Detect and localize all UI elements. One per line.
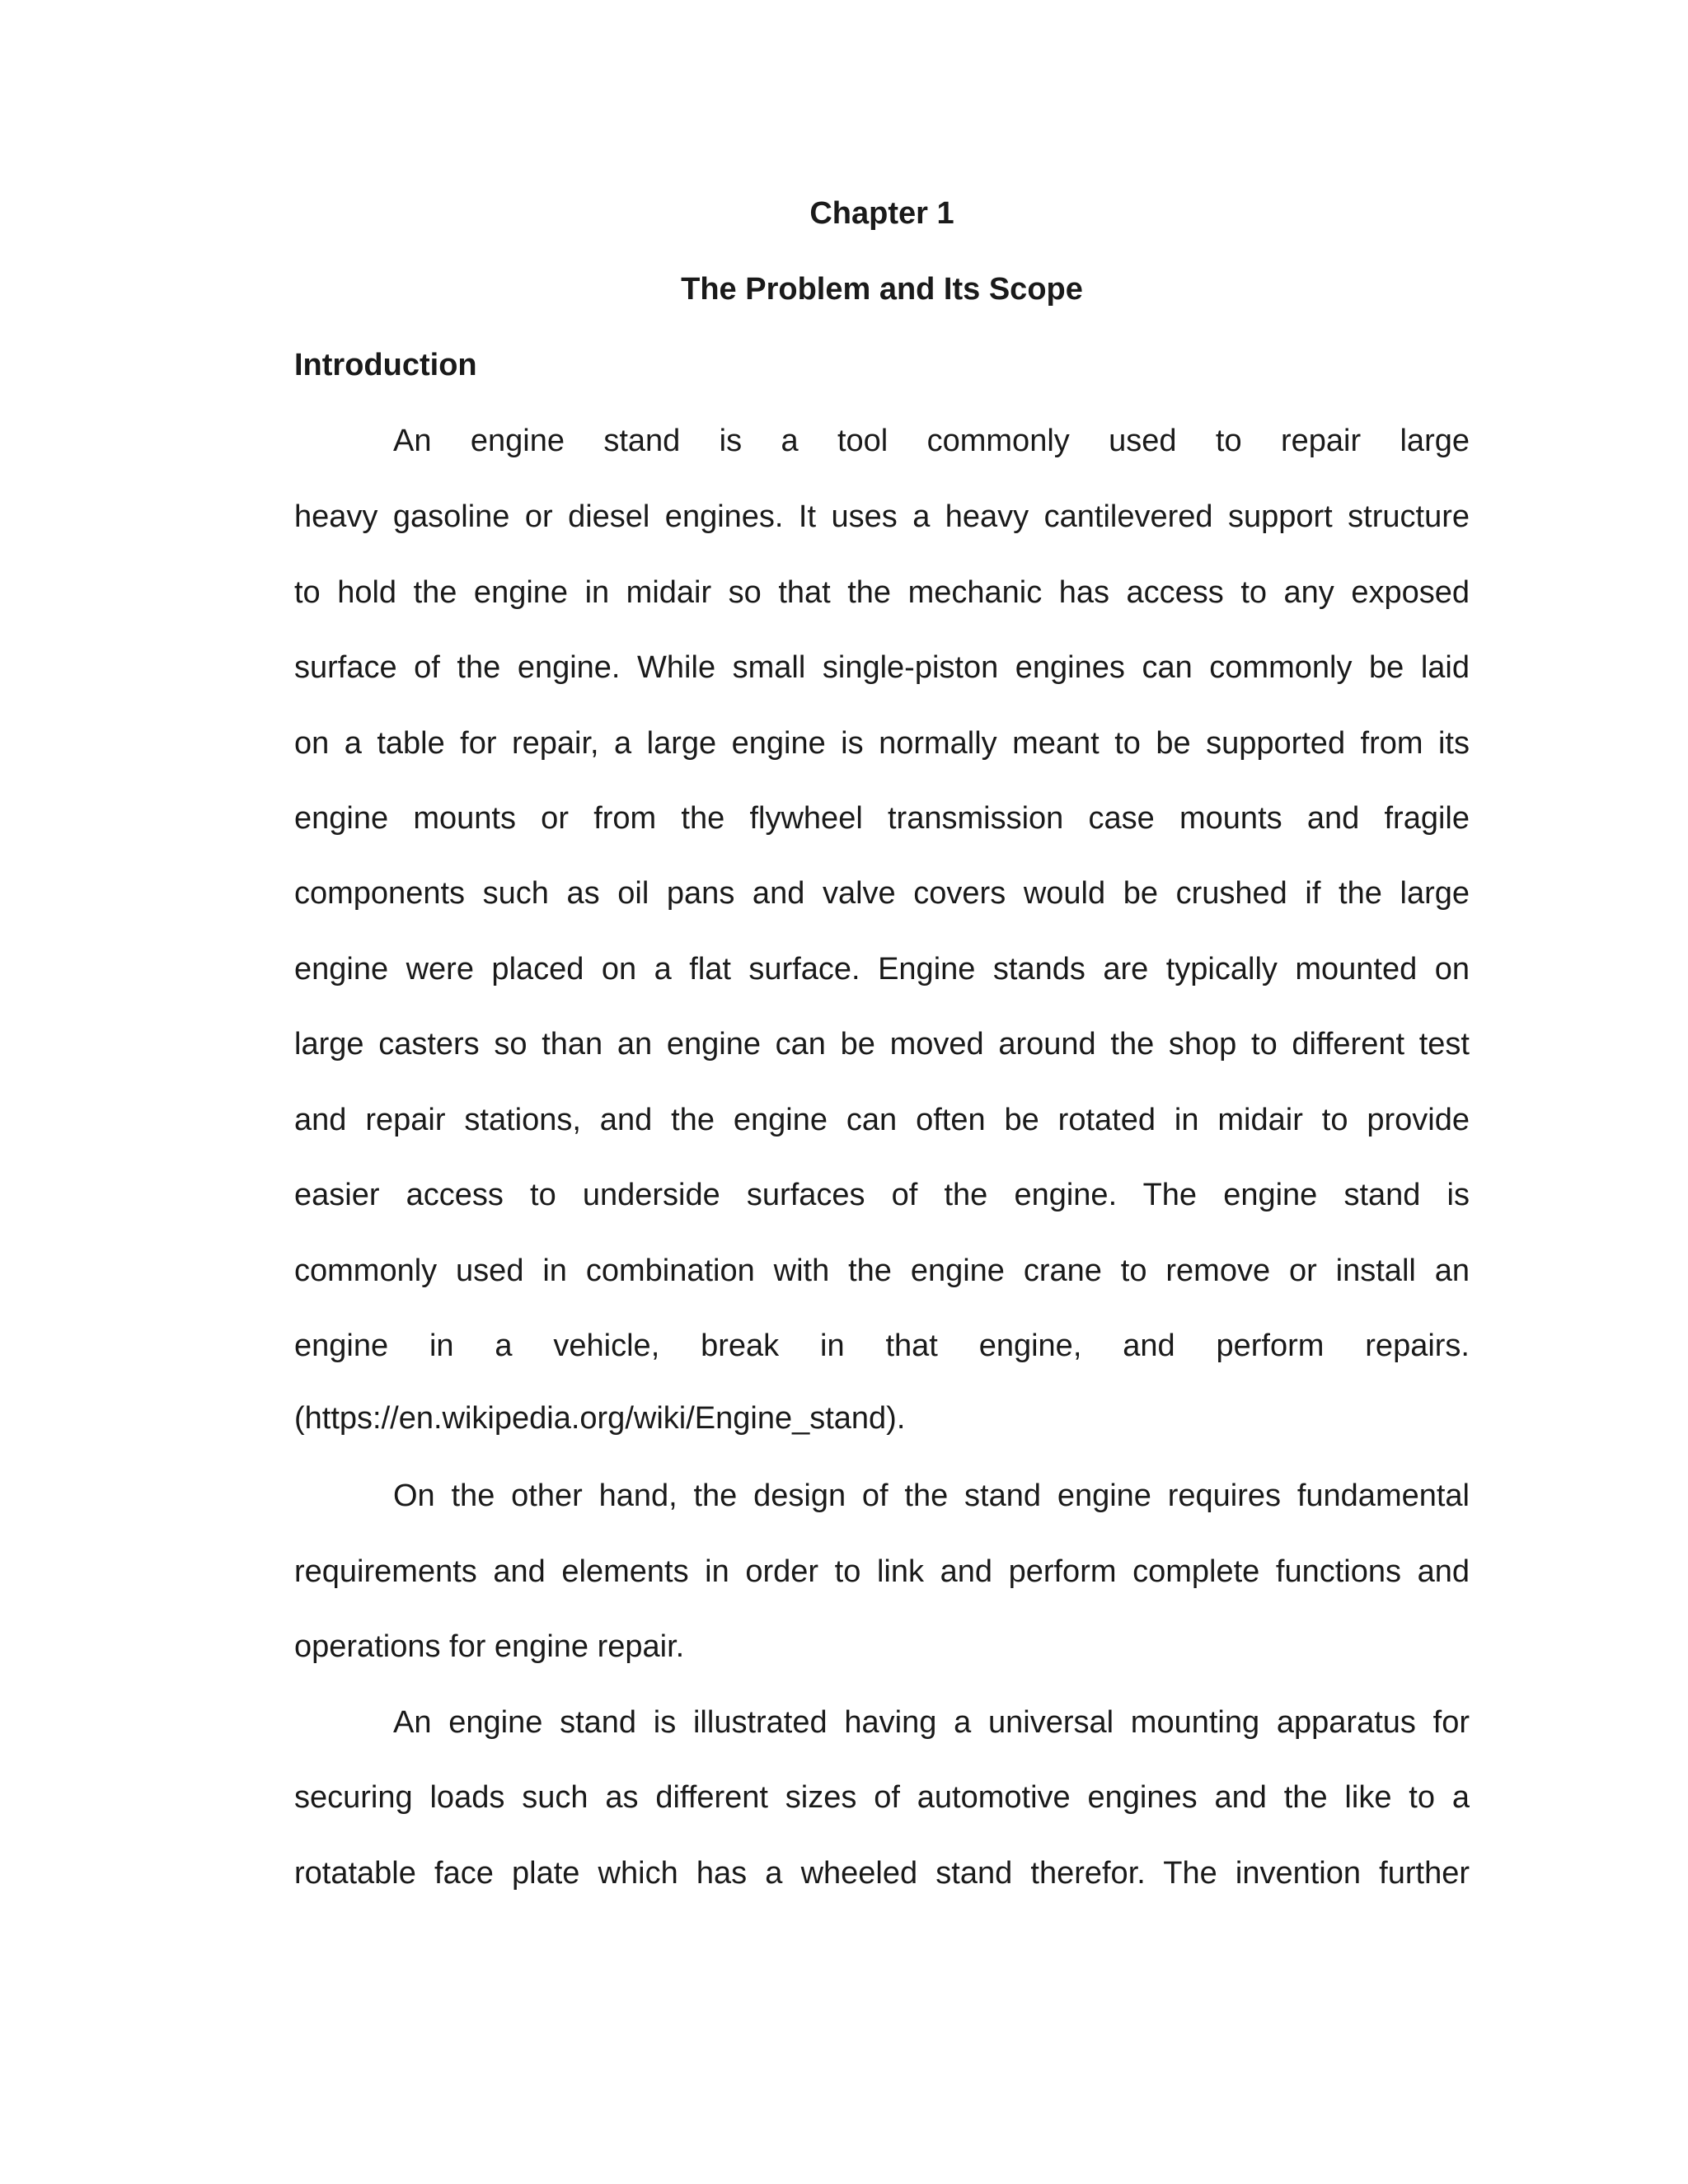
paragraph-1-line-14: (https://en.wikipedia.org/wiki/Engine_stand). xyxy=(294,1401,906,1436)
paragraph-1-line-10: and repair stations, and the engine can often be rotated in midair to provide xyxy=(294,1103,1470,1137)
paragraph-2-line-2: requirements and elements in order to link and perform complete functions and xyxy=(294,1554,1470,1589)
section-heading: Introduction xyxy=(294,348,477,382)
paragraph-1-line-6: engine mounts or from the flywheel transmission case mounts and fragile xyxy=(294,801,1470,836)
paragraph-1-line-9: large casters so than an engine can be moved around the shop to different test xyxy=(294,1027,1470,1062)
paragraph-3-line-2: securing loads such as different sizes of automotive engines and the like to a xyxy=(294,1780,1470,1815)
paragraph-1-line-1: An engine stand is a tool commonly used to repair large xyxy=(393,424,1470,458)
paragraph-1-line-3: to hold the engine in midair so that the mechanic has access to any exposed xyxy=(294,575,1470,610)
paragraph-1-line-8: engine were placed on a flat surface. Engine stands are typically mounted on xyxy=(294,952,1470,987)
paragraph-1-line-5: on a table for repair, a large engine is normally meant to be supported from its xyxy=(294,726,1470,761)
paragraph-1-line-4: surface of the engine. While small single-piston engines can commonly be laid xyxy=(294,650,1470,685)
chapter-number: Chapter 1 xyxy=(809,196,954,231)
paragraph-1-line-11: easier access to underside surfaces of the engine. The engine stand is xyxy=(294,1178,1470,1212)
paragraph-2-line-1: On the other hand, the design of the stand engine requires fundamental xyxy=(393,1479,1470,1513)
paragraph-3-line-1: An engine stand is illustrated having a universal mounting apparatus for xyxy=(393,1705,1470,1740)
paragraph-2-line-3: operations for engine repair. xyxy=(294,1629,685,1664)
chapter-title: The Problem and Its Scope xyxy=(681,272,1083,307)
paragraph-1-line-12: commonly used in combination with the engine crane to remove or install an xyxy=(294,1254,1470,1288)
paragraph-1-line-7: components such as oil pans and valve covers would be crushed if the large xyxy=(294,876,1470,911)
paragraph-3-line-3: rotatable face plate which has a wheeled stand therefor. The invention further xyxy=(294,1856,1470,1891)
paragraph-1-line-2: heavy gasoline or diesel engines. It uses a heavy cantilevered support structure xyxy=(294,499,1470,534)
paragraph-1-line-13: engine in a vehicle, break in that engine, and perform repairs. xyxy=(294,1329,1470,1363)
